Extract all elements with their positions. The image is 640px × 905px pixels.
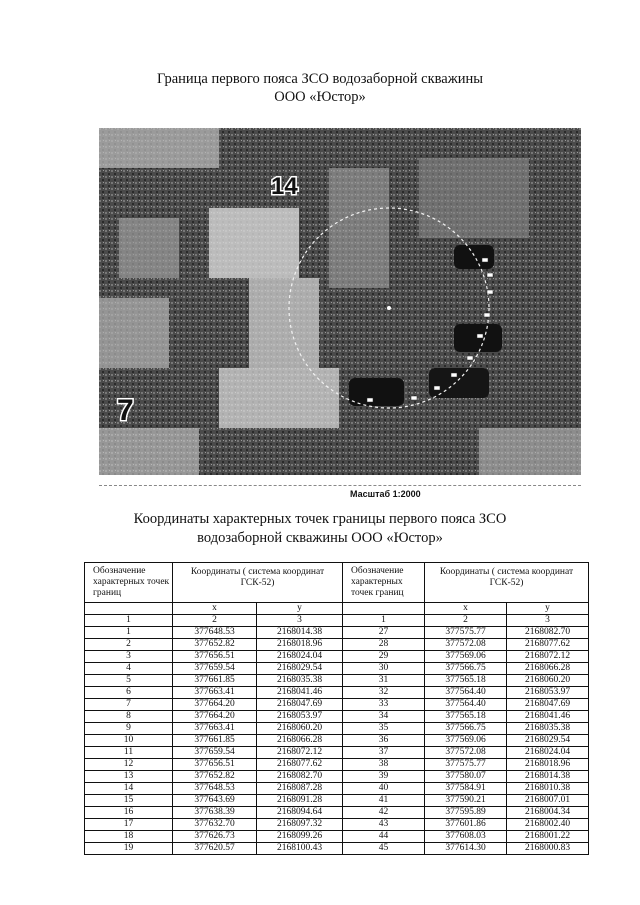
point-number: 37 (343, 747, 425, 759)
coord-x: 377565.18 (425, 711, 507, 723)
point-number: 11 (85, 747, 173, 759)
aerial-map-image (99, 128, 581, 475)
point-number: 38 (343, 759, 425, 771)
table-row (85, 747, 589, 759)
point-number: 10 (85, 735, 173, 747)
coord-x: 377663.41 (173, 723, 257, 735)
header-coords-label-left: Координаты ( система координат ГСК-52) (173, 563, 343, 603)
coord-y: 2168091.28 (257, 795, 343, 807)
coord-y: 2168053.97 (507, 687, 589, 699)
point-number: 2 (85, 639, 173, 651)
coord-x: 377659.54 (173, 747, 257, 759)
table-row (85, 819, 589, 831)
coord-y: 2168099.26 (257, 831, 343, 843)
coord-y: 2168066.28 (507, 663, 589, 675)
point-number: 6 (85, 687, 173, 699)
coord-x: 377656.51 (173, 651, 257, 663)
header-point-label-right: Обозначение характерных точек границ (343, 563, 425, 603)
coord-x: 377580.07 (425, 771, 507, 783)
header-coords-label-right: Координаты ( система координат ГСК-52) (425, 563, 589, 603)
coord-y: 2168014.38 (257, 627, 343, 639)
colnum-2: 2 (173, 615, 257, 627)
table-row (85, 675, 589, 687)
coord-x: 377632.70 (173, 819, 257, 831)
coord-y: 2168082.70 (257, 771, 343, 783)
coord-y: 2168024.04 (507, 747, 589, 759)
point-number: 40 (343, 783, 425, 795)
coord-x: 377638.39 (173, 807, 257, 819)
coord-x: 377663.41 (173, 687, 257, 699)
map-label-14: 14 (271, 173, 298, 200)
map-drawing (99, 128, 581, 475)
coord-y: 2168018.96 (257, 639, 343, 651)
coord-y: 2168087.28 (257, 783, 343, 795)
point-number: 39 (343, 771, 425, 783)
coord-x: 377584.91 (425, 783, 507, 795)
coord-x: 377564.40 (425, 687, 507, 699)
coord-y: 2168072.12 (257, 747, 343, 759)
table-subheader-row (85, 603, 589, 615)
table-row (85, 795, 589, 807)
table-row (85, 627, 589, 639)
table-row (85, 735, 589, 747)
point-number: 18 (85, 831, 173, 843)
coordinates-table (84, 562, 589, 855)
point-number: 36 (343, 735, 425, 747)
coord-y: 2168060.20 (507, 675, 589, 687)
coord-x: 377620.57 (173, 843, 257, 855)
coord-x: 377575.77 (425, 759, 507, 771)
subheader-y: y (507, 603, 589, 615)
coord-y: 2168002.40 (507, 819, 589, 831)
subheader-blank (85, 603, 173, 615)
coord-y: 2168035.38 (507, 723, 589, 735)
subheader-x: x (425, 603, 507, 615)
subheader-y: y (257, 603, 343, 615)
coord-x: 377652.82 (173, 771, 257, 783)
table-row (85, 771, 589, 783)
table-row (85, 699, 589, 711)
point-number: 3 (85, 651, 173, 663)
coord-x: 377652.82 (173, 639, 257, 651)
coord-y: 2168100.43 (257, 843, 343, 855)
point-number: 1 (85, 627, 173, 639)
colnum-2: 2 (425, 615, 507, 627)
table-row (85, 687, 589, 699)
coord-y: 2168041.46 (507, 711, 589, 723)
coord-x: 377572.08 (425, 639, 507, 651)
point-number: 34 (343, 711, 425, 723)
coord-x: 377648.53 (173, 627, 257, 639)
coord-y: 2168082.70 (507, 627, 589, 639)
coord-y: 2168007.01 (507, 795, 589, 807)
point-number: 9 (85, 723, 173, 735)
table-header-row (85, 563, 589, 603)
table-row (85, 651, 589, 663)
coord-y: 2168000.83 (507, 843, 589, 855)
colnum-3: 3 (507, 615, 589, 627)
coord-y: 2168041.46 (257, 687, 343, 699)
point-number: 29 (343, 651, 425, 663)
point-number: 5 (85, 675, 173, 687)
coord-y: 2168001.22 (507, 831, 589, 843)
point-number: 14 (85, 783, 173, 795)
point-number: 17 (85, 819, 173, 831)
table-row (85, 711, 589, 723)
coord-y: 2168004.34 (507, 807, 589, 819)
coord-x: 377656.51 (173, 759, 257, 771)
coord-y: 2168072.12 (507, 651, 589, 663)
coord-y: 2168029.54 (257, 663, 343, 675)
table-row (85, 807, 589, 819)
point-number: 32 (343, 687, 425, 699)
coord-y: 2168018.96 (507, 759, 589, 771)
coord-x: 377572.08 (425, 747, 507, 759)
table-title: Координаты характерных точек границы первого пояса ЗСО (133, 511, 507, 527)
coord-x: 377608.03 (425, 831, 507, 843)
coord-y: 2168060.20 (257, 723, 343, 735)
table-row (85, 723, 589, 735)
coord-x: 377590.21 (425, 795, 507, 807)
coord-x: 377614.30 (425, 843, 507, 855)
coord-y: 2168047.69 (507, 699, 589, 711)
coord-y: 2168077.62 (257, 759, 343, 771)
point-number: 45 (343, 843, 425, 855)
coord-x: 377648.53 (173, 783, 257, 795)
point-number: 4 (85, 663, 173, 675)
coord-x: 377661.85 (173, 735, 257, 747)
table-row (85, 759, 589, 771)
coord-y: 2168066.28 (257, 735, 343, 747)
coord-y: 2168094.64 (257, 807, 343, 819)
colnum-1: 1 (343, 615, 425, 627)
coord-x: 377566.75 (425, 663, 507, 675)
coord-y: 2168014.38 (507, 771, 589, 783)
table-row (85, 639, 589, 651)
coord-x: 377595.89 (425, 807, 507, 819)
point-number: 43 (343, 819, 425, 831)
coord-x: 377575.77 (425, 627, 507, 639)
point-number: 7 (85, 699, 173, 711)
point-number: 35 (343, 723, 425, 735)
coord-y: 2168029.54 (507, 735, 589, 747)
table-colnum-row (85, 615, 589, 627)
map-bottom-border (99, 485, 581, 486)
map-scale: Масштаб 1:2000 (350, 489, 421, 499)
point-number: 33 (343, 699, 425, 711)
table-row (85, 783, 589, 795)
page-title: Граница первого пояса ЗСО водозаборной скважины (156, 71, 483, 87)
coord-x: 377564.40 (425, 699, 507, 711)
subheader-blank (343, 603, 425, 615)
point-number: 31 (343, 675, 425, 687)
point-number: 16 (85, 807, 173, 819)
point-number: 30 (343, 663, 425, 675)
page-title-company: ООО «Юстор» (274, 89, 366, 105)
header-point-label-left: Обозначение характерных точек границ (85, 563, 173, 603)
coord-y: 2168010.38 (507, 783, 589, 795)
coord-y: 2168035.38 (257, 675, 343, 687)
subheader-x: x (173, 603, 257, 615)
coord-y: 2168097.32 (257, 819, 343, 831)
point-number: 44 (343, 831, 425, 843)
point-number: 12 (85, 759, 173, 771)
point-number: 13 (85, 771, 173, 783)
table-row (85, 831, 589, 843)
point-number: 19 (85, 843, 173, 855)
point-number: 15 (85, 795, 173, 807)
coord-x: 377659.54 (173, 663, 257, 675)
table-title-line2: водозаборной скважины ООО «Юстор» (197, 530, 443, 546)
coord-x: 377565.18 (425, 675, 507, 687)
coord-y: 2168077.62 (507, 639, 589, 651)
point-number: 27 (343, 627, 425, 639)
coord-y: 2168024.04 (257, 651, 343, 663)
coord-x: 377626.73 (173, 831, 257, 843)
coord-x: 377569.06 (425, 735, 507, 747)
coord-x: 377643.69 (173, 795, 257, 807)
point-number: 42 (343, 807, 425, 819)
map-label-7: 7 (117, 394, 134, 427)
point-number: 41 (343, 795, 425, 807)
coord-y: 2168047.69 (257, 699, 343, 711)
coord-x: 377664.20 (173, 711, 257, 723)
point-number: 28 (343, 639, 425, 651)
coord-x: 377569.06 (425, 651, 507, 663)
coord-x: 377566.75 (425, 723, 507, 735)
table-row (85, 843, 589, 855)
coord-y: 2168053.97 (257, 711, 343, 723)
coord-x: 377661.85 (173, 675, 257, 687)
table-row (85, 663, 589, 675)
coord-x: 377601.86 (425, 819, 507, 831)
coord-x: 377664.20 (173, 699, 257, 711)
colnum-3: 3 (257, 615, 343, 627)
point-number: 8 (85, 711, 173, 723)
colnum-1: 1 (85, 615, 173, 627)
